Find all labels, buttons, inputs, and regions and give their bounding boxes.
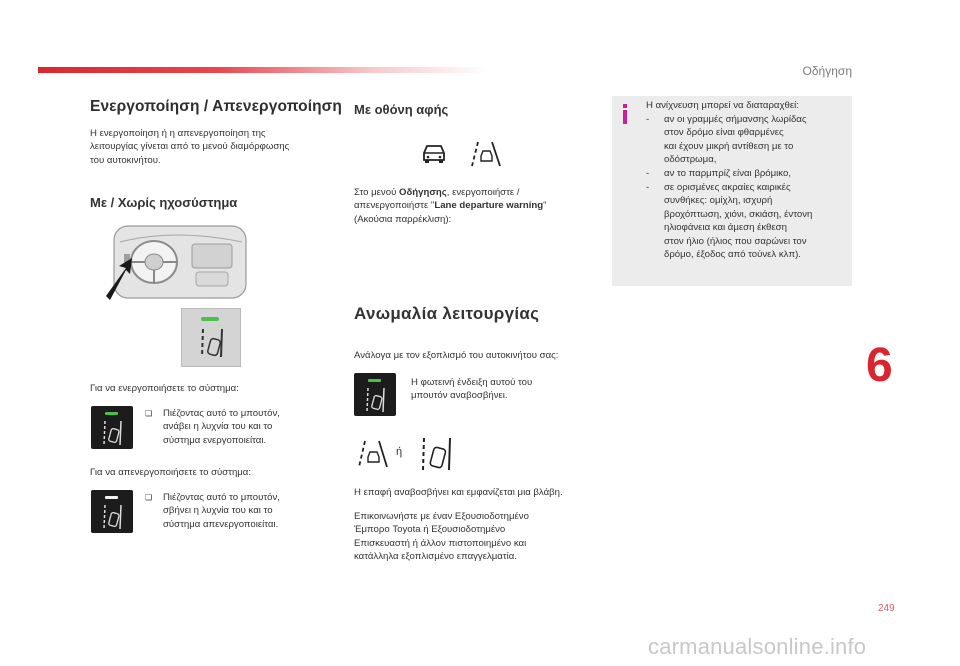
lane-departure-icon — [357, 439, 389, 469]
lamp-off-indicator — [105, 496, 118, 499]
lane-departure-button-icon — [420, 436, 454, 472]
car-icon — [420, 143, 448, 165]
lamp-on-indicator — [105, 412, 118, 415]
lane-departure-icon — [103, 504, 123, 530]
header-accent-bar — [38, 67, 488, 73]
info-item-3: σε ορισμένες ακραίες καιρικές συνθήκες: ομίχλη, ισχυρή βροχόπτωση, χιόνι, σκιάση, έντονη ηλιοφάνεια και άμεση έκθεση στον ήλιο (ήλιος που σαρώνει τον δρόμο, έξοδος από τούνελ κλπ). — [664, 182, 813, 261]
activate-bullet: ❏ Πιέζοντας αυτό το μπουτόν, ανάβει η λυχνία του και το σύστημα ενεργοποιείται. — [145, 408, 280, 446]
info-item-2: αν το παρμπρίζ είναι βρόμικο, — [664, 168, 791, 179]
dashboard-illustration — [104, 222, 250, 302]
console-panel — [181, 308, 241, 367]
lane-departure-icon — [103, 420, 123, 446]
blink-text: Η επαφή αναβοσβήνει και εμφανίζεται μια βλάβη. — [354, 487, 563, 498]
info-item-2-dash: - — [646, 168, 650, 179]
lane-departure-icon — [470, 140, 502, 168]
equipment-text: Ανάλογα με τον εξοπλισμό του αυτοκινήτου σας: — [354, 350, 559, 361]
button-blink-image — [354, 373, 396, 416]
activate-label: Για να ενεργοποιήσετε το σύστημα: — [90, 383, 239, 394]
button-off-image — [91, 490, 133, 533]
activation-intro: Η ενεργοποίηση ή η απενεργοποίηση της λειτουργίας γίνεται από το μενού διαμόρφωσης του αυτοκινήτου. — [90, 128, 290, 166]
lane-departure-button-icon[interactable] — [200, 327, 224, 359]
or-word: ή — [396, 446, 403, 458]
lamp-text: Η φωτεινή ένδειξη αυτού του μπουτόν αναβοσβήνει. — [411, 377, 533, 402]
info-icon — [620, 104, 630, 124]
lane-departure-icon — [366, 387, 386, 413]
watermark: carmanualsonline.info — [648, 634, 867, 659]
lamp-indicator — [201, 317, 219, 321]
section-title: Οδήγηση — [802, 64, 852, 78]
info-item-1-dash: - — [646, 114, 650, 125]
info-item-3-dash: - — [646, 182, 650, 193]
audio-subtitle: Με / Χωρίς ηχοσύστημα — [90, 195, 238, 210]
deactivate-bullet: ❏ Πιέζοντας αυτό το μπουτόν, σβήνει η λυχνία του και το σύστημα απενεργοποιείται. — [145, 492, 280, 530]
button-on-image — [91, 406, 133, 449]
chapter-number: 6 — [866, 339, 893, 392]
info-intro: Η ανίχνευση μπορεί να διαταραχθεί: — [646, 100, 799, 111]
page-number: 249 — [878, 603, 895, 614]
info-item-1: αν οι γραμμές σήμανσης λωρίδας στον δρόμο είναι φθαρμένες και έχουν μικρή αντίθεση με το οδόστρωμα, — [664, 114, 807, 166]
malfunction-title: Ανωμαλία λειτουργίας — [354, 304, 540, 323]
touchscreen-title: Με οθόνη αφής — [354, 102, 449, 117]
contact-text: Επικοινωνήστε με έναν Εξουσιοδοτημένο Έμπορο Toyota ή Εξουσιοδοτημένο Επισκευαστή ή άλλον πιστοποιημένο και κατάλληλα εξοπλισμένο επαγγελματία. — [354, 511, 529, 563]
lamp-blink-indicator — [368, 379, 381, 382]
activation-title: Ενεργοποίηση / Απενεργοποίηση — [90, 98, 342, 115]
touchscreen-instructions: Στο μενού Οδήγησης, ενεργοποιήστε / απενεργοποιήστε "Lane departure warning" (Ακούσια παρρέκλιση): — [354, 187, 547, 225]
deactivate-label: Για να απενεργοποιήσετε το σύστημα: — [90, 467, 252, 478]
